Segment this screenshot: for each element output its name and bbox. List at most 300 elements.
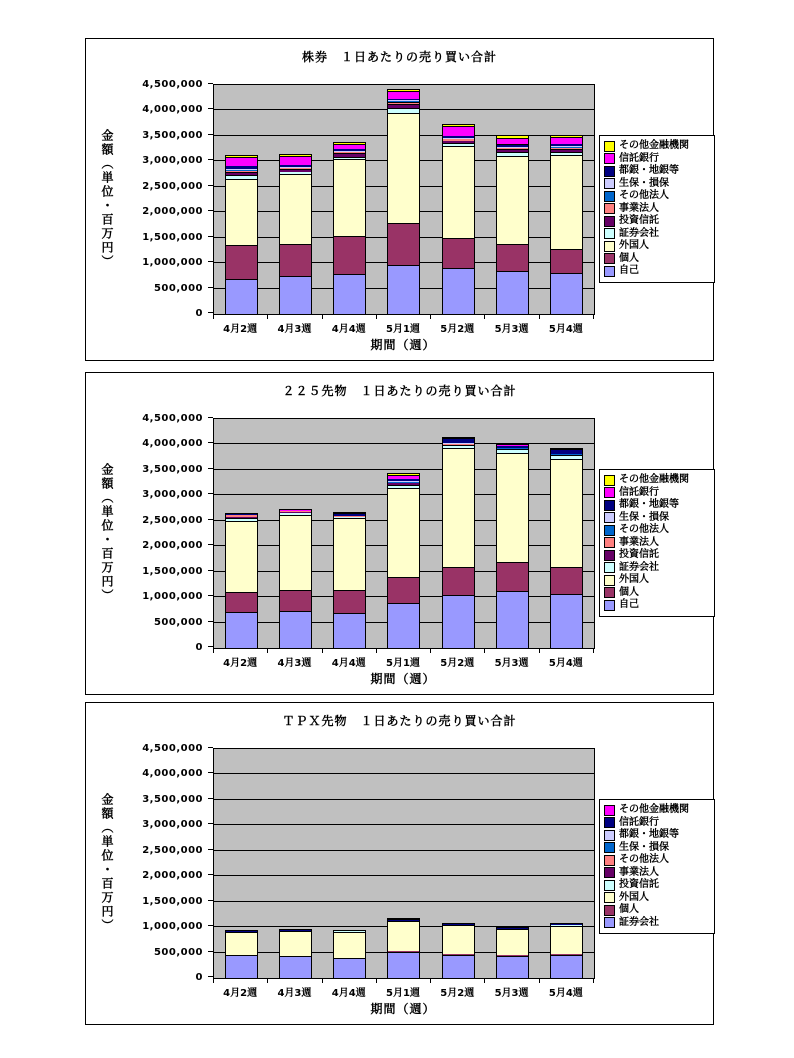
y-tick-label: 2,500,000 [142, 180, 203, 192]
legend-row [604, 524, 710, 537]
bar-segment-外国人 [551, 155, 582, 249]
legend-swatch [604, 905, 615, 916]
legend-label: 事業法人 [619, 866, 659, 878]
x-tick-label: 4月4週 [331, 988, 366, 999]
x-tick-label: 4月3週 [277, 324, 312, 335]
legend-swatch [604, 842, 615, 853]
legend-label: その他金融機関 [619, 140, 689, 152]
legend [599, 135, 715, 283]
bar-segment-自己 [551, 273, 582, 314]
legend-label: 外国人 [619, 574, 649, 586]
bars [214, 749, 594, 978]
bar-segment-外国人 [443, 925, 474, 954]
legend-label: 投資信託 [619, 879, 659, 891]
y-axis-title-text: 金額（単位・百万円） [100, 462, 114, 603]
legend-swatch [604, 537, 615, 548]
x-tick-mark [593, 979, 594, 983]
legend-swatch [604, 525, 615, 536]
legend-label: 生保・損保 [619, 841, 669, 853]
x-tick-mark [213, 979, 214, 983]
legend-row [604, 829, 710, 842]
chart-frame-tpx-futures[interactable] [85, 702, 714, 1025]
x-tick-mark [539, 979, 540, 983]
bar-segment-証券会社 [551, 955, 582, 978]
chart-frame-nk225-futures[interactable] [85, 372, 714, 695]
y-tick-label: 3,000,000 [142, 489, 203, 501]
bar-segment-自己 [226, 279, 257, 314]
legend-row [604, 537, 710, 550]
legend-label: 外国人 [619, 891, 649, 903]
x-tick-mark [484, 649, 485, 653]
plot-area [213, 748, 595, 979]
chart-title: ２２５先物 １日あたりの売り買い合計 [282, 384, 517, 398]
x-tick-mark [376, 315, 377, 319]
bar-segment-自己 [334, 274, 365, 314]
legend-label: 個人 [619, 586, 639, 598]
legend-swatch [604, 817, 615, 828]
y-tick-label: 2,000,000 [142, 540, 203, 552]
y-tick-label: 4,000,000 [142, 104, 203, 116]
stacked-bar-5月3週 [496, 927, 529, 978]
x-tick-label: 5月4週 [548, 988, 583, 999]
legend-label: 事業法人 [619, 536, 659, 548]
x-tick-mark [430, 979, 431, 983]
legend-row [604, 879, 710, 892]
legend-swatch [604, 191, 615, 202]
legend-row [604, 804, 710, 817]
legend-swatch [604, 216, 615, 227]
legend-swatch [604, 228, 615, 239]
y-tick-label: 0 [195, 642, 203, 653]
x-axis-labels [213, 984, 593, 999]
stacked-bar-5月4週 [550, 448, 583, 648]
bar-segment-自己 [334, 613, 365, 648]
bar-slot [377, 419, 431, 648]
bar-slot [268, 749, 322, 978]
y-tick-label: 1,000,000 [142, 591, 203, 603]
legend-swatch [604, 917, 615, 928]
chart-frame-stocks[interactable] [85, 38, 714, 361]
y-tick-label: 1,500,000 [142, 895, 203, 907]
bar-segment-外国人 [388, 113, 419, 223]
bar-segment-信託銀行 [280, 156, 311, 165]
bar-slot [268, 419, 322, 648]
legend-row [604, 487, 710, 500]
x-tick-mark [376, 979, 377, 983]
bar-segment-外国人 [388, 488, 419, 577]
legend-row [604, 854, 710, 867]
y-axis-title-text: 金額（単位・百万円） [100, 792, 114, 933]
bar-segment-自己 [388, 603, 419, 648]
y-tick-label: 1,000,000 [142, 921, 203, 933]
legend-swatch [604, 203, 615, 214]
bar-slot [431, 419, 485, 648]
legend-swatch [604, 487, 615, 498]
x-tick-label: 5月2週 [440, 658, 475, 669]
x-tick-mark [484, 979, 485, 983]
bar-segment-個人 [388, 223, 419, 265]
legend-row [604, 153, 710, 166]
stacked-bar-4月4週 [333, 512, 366, 648]
legend-row [604, 203, 710, 216]
bar-segment-自己 [497, 271, 528, 314]
bar-segment-証券会社 [443, 955, 474, 978]
legend-label: 個人 [619, 904, 639, 916]
bar-segment-個人 [388, 577, 419, 603]
bar-segment-個人 [443, 567, 474, 596]
bar-segment-自己 [280, 276, 311, 314]
stacked-bar-5月2週 [442, 923, 475, 978]
legend-swatch [604, 830, 615, 841]
x-tick-mark [376, 649, 377, 653]
bar-segment-外国人 [388, 921, 419, 951]
legend-row [604, 240, 710, 253]
legend-row [604, 867, 710, 880]
legend-row [604, 892, 710, 905]
y-tick-label: 500,000 [153, 282, 203, 294]
stacked-bar-4月3週 [279, 154, 312, 314]
legend-label: 都銀・地銀等 [619, 499, 679, 511]
x-axis-tickmarks [213, 315, 593, 319]
legend-row [604, 904, 710, 917]
x-axis-labels [213, 320, 593, 335]
x-tick-label: 5月1週 [386, 988, 420, 999]
legend-row [604, 228, 710, 241]
bar-slot [323, 85, 377, 314]
legend-label: 自己 [619, 599, 639, 611]
stacked-bar-5月2週 [442, 124, 475, 314]
legend-swatch [604, 475, 615, 486]
legend [599, 469, 715, 617]
bar-segment-信託銀行 [226, 157, 257, 166]
plot-area [213, 84, 595, 315]
y-tick-label: 3,000,000 [142, 819, 203, 831]
bar-slot [431, 85, 485, 314]
bar-segment-自己 [497, 591, 528, 649]
legend-swatch [604, 892, 615, 903]
legend-label: 都銀・地銀等 [619, 165, 679, 177]
y-tick-label: 4,000,000 [142, 768, 203, 780]
x-tick-label: 4月2週 [223, 658, 258, 669]
bar-segment-自己 [443, 595, 474, 648]
y-axis-ticks [86, 413, 203, 653]
legend-label: 事業法人 [619, 202, 659, 214]
y-tick-label: 3,500,000 [142, 463, 203, 475]
bar-segment-個人 [443, 238, 474, 269]
legend [599, 799, 715, 934]
y-tick-label: 2,000,000 [142, 206, 203, 218]
bars [214, 85, 594, 314]
legend-label: 投資信託 [619, 549, 659, 561]
legend-row [604, 140, 710, 153]
bar-slot [323, 749, 377, 978]
bar-segment-自己 [226, 612, 257, 648]
x-tick-label: 4月3週 [277, 988, 312, 999]
x-tick-label: 4月4週 [331, 324, 366, 335]
stacked-bar-4月2週 [225, 930, 258, 978]
stacked-bar-4月3週 [279, 929, 312, 978]
bar-segment-外国人 [443, 146, 474, 238]
legend-row [604, 253, 710, 266]
legend-row [604, 817, 710, 830]
legend-row [604, 265, 710, 278]
legend-swatch [604, 805, 615, 816]
stacked-bar-5月4週 [550, 923, 583, 978]
legend-swatch [604, 867, 615, 878]
x-tick-mark [267, 649, 268, 653]
x-tick-mark [267, 979, 268, 983]
x-tick-mark [322, 979, 323, 983]
x-tick-mark [430, 649, 431, 653]
x-tick-label: 5月3週 [494, 324, 529, 335]
x-tick-label: 5月4週 [548, 324, 583, 335]
bar-segment-証券会社 [388, 952, 419, 978]
y-tick-label: 0 [195, 972, 203, 983]
x-axis-labels [213, 654, 593, 669]
x-tick-mark [322, 315, 323, 319]
bar-slot [540, 85, 594, 314]
bar-slot [214, 749, 268, 978]
x-axis-tickmarks [213, 649, 593, 653]
bar-segment-証券会社 [280, 956, 311, 978]
bar-segment-個人 [280, 590, 311, 612]
legend-label: 個人 [619, 252, 639, 264]
legend-swatch [604, 550, 615, 561]
y-tick-label: 2,500,000 [142, 844, 203, 856]
bar-segment-信託銀行 [497, 138, 528, 145]
x-tick-mark [213, 315, 214, 319]
bar-slot [485, 85, 539, 314]
bar-segment-証券会社 [497, 956, 528, 978]
bar-slot [540, 419, 594, 648]
bar-segment-外国人 [334, 159, 365, 235]
y-tick-label: 1,000,000 [142, 257, 203, 269]
y-axis-ticks [86, 743, 203, 983]
bars [214, 419, 594, 648]
legend-label: その他法人 [619, 524, 669, 536]
stacked-bar-5月1週 [387, 473, 420, 648]
x-tick-label: 4月2週 [223, 988, 258, 999]
x-tick-label: 4月4週 [331, 658, 366, 669]
bar-segment-外国人 [497, 929, 528, 955]
x-tick-mark [267, 315, 268, 319]
bar-segment-外国人 [551, 926, 582, 955]
legend-row [604, 512, 710, 525]
legend-row [604, 474, 710, 487]
legend-label: 投資信託 [619, 215, 659, 227]
legend-label: 証券会社 [619, 227, 659, 239]
legend-label: その他金融機関 [619, 804, 689, 816]
x-tick-mark [593, 315, 594, 319]
x-tick-label: 5月1週 [386, 658, 420, 669]
bar-segment-外国人 [497, 453, 528, 562]
legend-label: 都銀・地銀等 [619, 829, 679, 841]
y-tick-label: 3,500,000 [142, 129, 203, 141]
legend-swatch [604, 166, 615, 177]
legend-swatch [604, 880, 615, 891]
y-tick-label: 500,000 [153, 616, 203, 628]
bar-slot [377, 85, 431, 314]
legend-swatch [604, 266, 615, 277]
bar-segment-外国人 [226, 932, 257, 954]
x-tick-label: 4月2週 [223, 324, 258, 335]
bar-segment-外国人 [280, 931, 311, 955]
bar-slot [540, 749, 594, 978]
x-tick-mark [593, 649, 594, 653]
legend-label: 信託銀行 [619, 152, 659, 164]
stacked-bar-5月4週 [550, 135, 583, 314]
legend-swatch [604, 500, 615, 511]
bar-segment-自己 [388, 265, 419, 314]
bar-segment-個人 [551, 249, 582, 273]
stacked-bar-5月3週 [496, 135, 529, 314]
x-tick-label: 5月2週 [440, 988, 475, 999]
bar-slot [431, 749, 485, 978]
x-axis-title: 期間（週） [370, 338, 436, 352]
legend-row [604, 599, 710, 612]
bar-segment-個人 [226, 245, 257, 279]
y-tick-label: 2,500,000 [142, 514, 203, 526]
bar-slot [485, 419, 539, 648]
legend-swatch [604, 855, 615, 866]
stacked-bar-4月2週 [225, 155, 258, 314]
legend-row [604, 562, 710, 575]
x-tick-mark [430, 315, 431, 319]
bar-segment-個人 [334, 590, 365, 613]
legend-swatch [604, 153, 615, 164]
chart-title: ＴＰＸ先物 １日あたりの売り買い合計 [282, 714, 517, 728]
y-tick-label: 4,000,000 [142, 438, 203, 450]
bar-segment-証券会社 [226, 955, 257, 978]
y-tick-label: 500,000 [153, 946, 203, 958]
legend-row [604, 215, 710, 228]
legend-label: 証券会社 [619, 916, 659, 928]
x-tick-mark [484, 315, 485, 319]
bar-segment-外国人 [280, 515, 311, 590]
chart-title: 株券 １日あたりの売り買い合計 [301, 50, 497, 64]
y-tick-label: 4,500,000 [142, 743, 203, 754]
bar-segment-外国人 [443, 448, 474, 567]
x-tick-label: 5月3週 [494, 658, 529, 669]
legend-label: 証券会社 [619, 561, 659, 573]
bar-segment-個人 [226, 592, 257, 612]
stacked-bar-4月4週 [333, 142, 366, 314]
y-tick-label: 2,000,000 [142, 870, 203, 882]
y-tick-label: 3,000,000 [142, 155, 203, 167]
bar-segment-外国人 [551, 459, 582, 566]
x-tick-label: 5月3週 [494, 988, 529, 999]
legend-label: その他金融機関 [619, 474, 689, 486]
legend-row [604, 842, 710, 855]
legend-label: 生保・損保 [619, 177, 669, 189]
stacked-bar-4月4週 [333, 930, 366, 978]
legend-label: 信託銀行 [619, 816, 659, 828]
legend-swatch [604, 241, 615, 252]
legend-swatch [604, 253, 615, 264]
plot-area [213, 418, 595, 649]
stacked-bar-5月3週 [496, 443, 529, 648]
bar-segment-外国人 [334, 518, 365, 590]
bar-segment-自己 [443, 268, 474, 314]
bar-segment-外国人 [497, 156, 528, 244]
legend-label: 外国人 [619, 240, 649, 252]
y-tick-label: 3,500,000 [142, 793, 203, 805]
bar-segment-自己 [280, 611, 311, 648]
bar-segment-個人 [280, 244, 311, 276]
bar-segment-外国人 [226, 179, 257, 245]
x-axis-tickmarks [213, 979, 593, 983]
stacked-bar-5月1週 [387, 918, 420, 979]
bar-segment-信託銀行 [551, 137, 582, 144]
legend-row [604, 574, 710, 587]
bar-segment-個人 [334, 236, 365, 275]
legend-label: 自己 [619, 265, 639, 277]
legend-label: 信託銀行 [619, 486, 659, 498]
y-axis-title-text: 金額（単位・百万円） [100, 128, 114, 269]
y-axis-ticks [86, 79, 203, 319]
bar-segment-個人 [497, 562, 528, 591]
legend-swatch [604, 562, 615, 573]
legend-label: その他法人 [619, 854, 669, 866]
y-tick-label: 1,500,000 [142, 231, 203, 243]
legend-row [604, 165, 710, 178]
bar-segment-外国人 [280, 174, 311, 244]
stacked-bar-4月3週 [279, 509, 312, 648]
stacked-bar-4月2週 [225, 513, 258, 648]
x-tick-mark [213, 649, 214, 653]
bar-slot [214, 419, 268, 648]
legend-swatch [604, 575, 615, 586]
x-tick-label: 5月1週 [386, 324, 420, 335]
stacked-bar-5月2週 [442, 437, 475, 648]
bar-slot [214, 85, 268, 314]
legend-swatch [604, 178, 615, 189]
legend-swatch [604, 600, 615, 611]
bar-slot [377, 749, 431, 978]
x-tick-label: 5月4週 [548, 658, 583, 669]
legend-row [604, 549, 710, 562]
x-tick-mark [539, 649, 540, 653]
stacked-bar-5月1週 [387, 89, 420, 314]
y-tick-label: 4,500,000 [142, 413, 203, 424]
bar-segment-証券会社 [334, 958, 365, 978]
bar-segment-個人 [497, 244, 528, 271]
legend-row [604, 190, 710, 203]
x-tick-mark [322, 649, 323, 653]
y-tick-label: 1,500,000 [142, 565, 203, 577]
bar-segment-個人 [551, 567, 582, 594]
legend-label: 生保・損保 [619, 511, 669, 523]
bar-segment-自己 [551, 594, 582, 648]
bar-slot [323, 419, 377, 648]
legend-row [604, 178, 710, 191]
legend-row [604, 587, 710, 600]
bar-segment-信託銀行 [388, 91, 419, 99]
bar-slot [485, 749, 539, 978]
y-tick-label: 4,500,000 [142, 79, 203, 90]
bar-segment-信託銀行 [443, 126, 474, 136]
x-tick-label: 5月2週 [440, 324, 475, 335]
legend-swatch [604, 512, 615, 523]
bar-slot [268, 85, 322, 314]
x-axis-title: 期間（週） [370, 672, 436, 686]
legend-row [604, 499, 710, 512]
legend-label: その他法人 [619, 190, 669, 202]
bar-segment-外国人 [334, 932, 365, 958]
legend-swatch [604, 141, 615, 152]
bar-segment-外国人 [226, 521, 257, 592]
legend-row [604, 917, 710, 930]
